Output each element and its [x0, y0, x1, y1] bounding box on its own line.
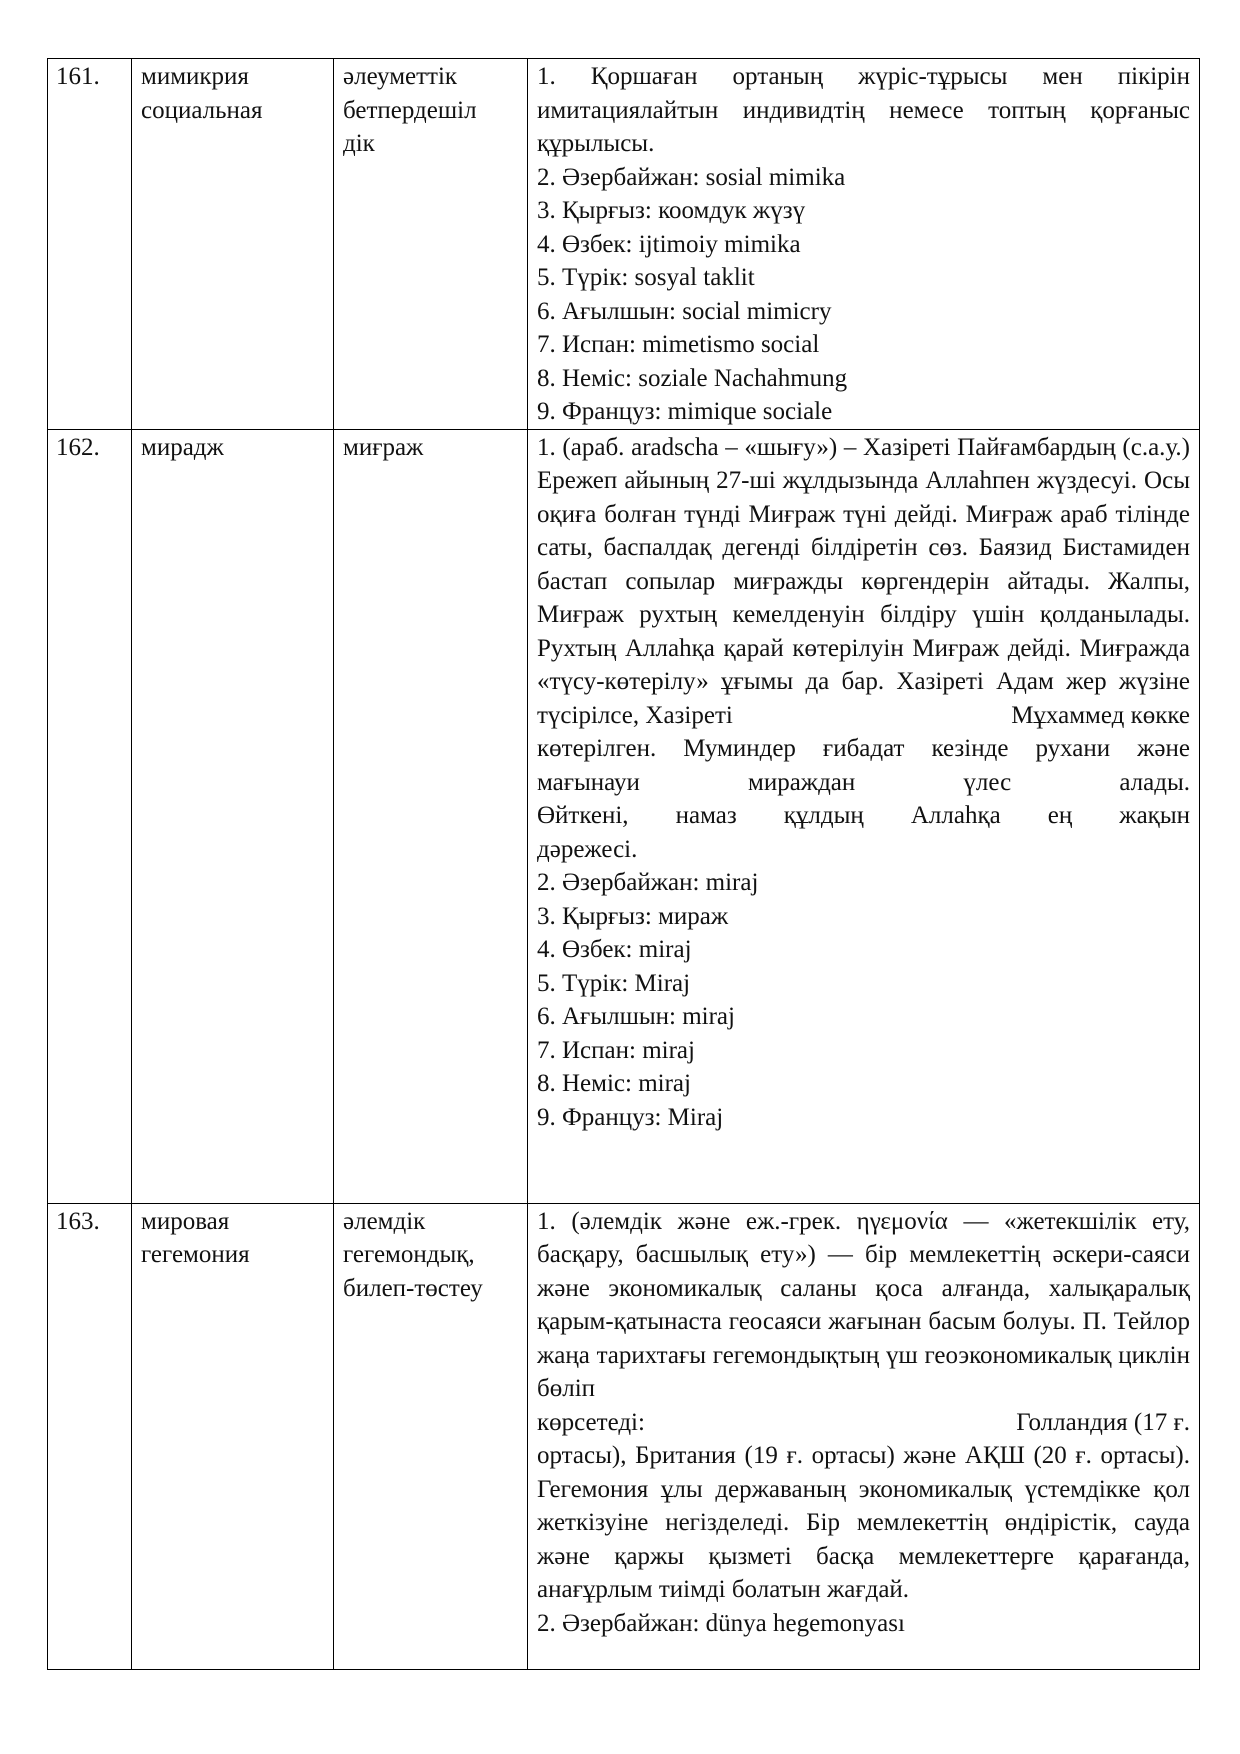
translation-item: 5. Түрік: sosyal taklit [537, 264, 755, 291]
kazakh-term: әлемдік гегемондық, билеп-төстеу [334, 1203, 528, 1669]
translation-item: 7. Испан: mimetismo social [537, 331, 820, 358]
definition-text: 1. (араб. aradscha – «шығу») – Хазіреті Пайғамбардың (с.а.у.) Ережеп айының 27-ші жұлдызында Аллаһпен жүздесуі. Осы оқиға болған түнді Миғраж түні дейді. Миғраж араб тілінде саты, баспалдақ дегенді білдіретін сөз. Баязид Бистамиден бастап сопылар миғражды көргендерін айтады. Жалпы, Миғраж рухтың кемелденуін білдіру үшін қолданылады. Рухтың Аллаһқа қарай көтерілуін Миғраж дейді. Миғражда «түсу-көтерілу» ұғымы да бар. Хазіреті Адам жер жүзіне [537, 433, 1190, 695]
definition-text: көтерілген. Муминдер ғибадат кезінде рухани және мағынауи мираждан үлес алады. [537, 735, 1190, 796]
translations-list [537, 1607, 1190, 1641]
definition-gap-line: көрсетеді: Голландия (17 ғ. [537, 1408, 1190, 1436]
russian-term: мировая гегемония [132, 1203, 334, 1669]
definition-text: ортасы), Британия (19 ғ. ортасы) және АҚШ (20 ғ. ортасы). Гегемония ұлы державаның экономикалық үстемдікке қол жеткізуіне негізделеді. Бір мемлекеттің өндірістік, сауда және қаржы қызметі басқа мемлекеттерге қарағанда, анағұрлым тиімді болатын жағдай. [537, 1442, 1190, 1603]
translation-item: 9. Француз: Miraj [537, 1103, 724, 1131]
definition-text: 1. Қоршаған ортаның жүріс-тұрысы мен пікірін имитациялайтын индивидтің немесе топтың қорғаныс құрылысы. [537, 63, 1190, 157]
entry-number: 163. [48, 1203, 132, 1669]
translation-item: 8. Неміс: miraj [537, 1070, 691, 1097]
definition-text: Өйткені, намаз құлдың Аллаһқа ең жақын [537, 802, 1190, 829]
translation-item: 7. Испан: miraj [537, 1036, 695, 1064]
glossary-table [47, 58, 1200, 1670]
russian-term: мирадж [132, 429, 334, 1203]
table-row [48, 1203, 1200, 1669]
kazakh-term: әлеуметтік бетпердешіл дік [334, 59, 528, 430]
translation-item: 6. Ағылшын: social mimicry [537, 297, 832, 325]
russian-term: мимикрия социальная [132, 59, 334, 430]
translation-item: 8. Неміс: soziale Nachahmung [537, 364, 848, 392]
definition-text: 1. (әлемдік және еж.-грек. ηγεμονία — «жетекшілік ету, басқару, басшылық ету») — бір мемлекеттің әскери-саяси және экономикалық саланы қоса алғанда, халықаралық қарым-қатынаста геосаяси жағынан басым болуы. П. Тейлор жаңа тарихтағы гегемондықтың үш геоэкономикалық циклін бөліп [537, 1207, 1190, 1402]
entry-number: 162. [48, 429, 132, 1203]
definition-cell [528, 429, 1200, 1203]
definition-gap-line: түсірілсе, Хазіреті Мұхаммед көкке [537, 701, 1190, 729]
definition-cell [528, 1203, 1200, 1669]
table-row [48, 59, 1200, 430]
definition-cell [528, 59, 1200, 430]
definition-text: дәрежесі. [537, 835, 638, 863]
translation-item: 3. Қырғыз: мираж [537, 902, 729, 930]
translation-item: 4. Өзбек: ijtimoiy mimika [537, 230, 801, 258]
kazakh-term: миғраж [334, 429, 528, 1203]
translation-item: 5. Түрік: Miraj [537, 969, 691, 997]
translation-item: 2. Әзербайжан: sosial mimika [537, 163, 846, 191]
translations-list [537, 866, 1190, 1134]
translation-item: 2. Әзербайжан: miraj [537, 869, 759, 896]
entry-number: 161. [48, 59, 132, 430]
table-row [48, 429, 1200, 1203]
translation-item: 4. Өзбек: miraj [537, 936, 692, 963]
translations-list [537, 161, 1190, 429]
translation-item: 6. Ағылшын: miraj [537, 1003, 735, 1030]
translation-item: 3. Қырғыз: коомдук жүзү [537, 197, 806, 224]
translation-item: 9. Француз: mimique sociale [537, 398, 833, 425]
translation-item: 2. Әзербайжан: dünya hegemonyası [537, 1609, 905, 1637]
